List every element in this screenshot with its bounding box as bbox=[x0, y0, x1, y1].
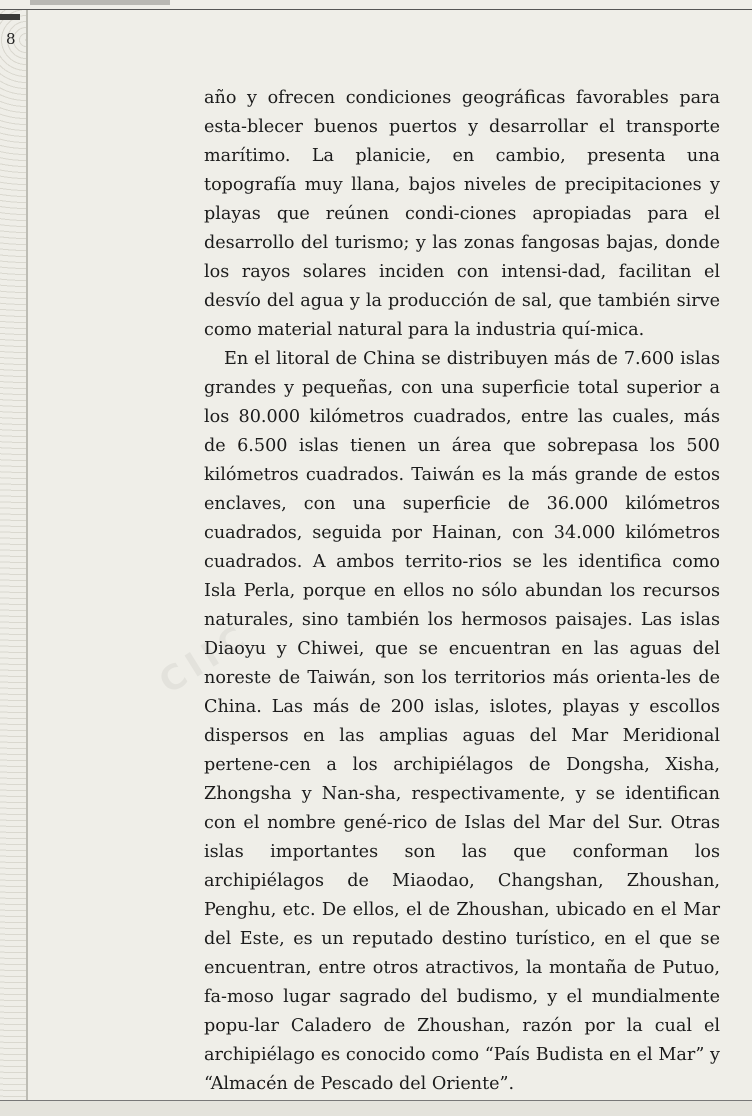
running-header-strip bbox=[30, 0, 170, 5]
page-marker-bar bbox=[0, 14, 20, 20]
watermark-logo: CIIC bbox=[152, 615, 258, 703]
page-number: 8 bbox=[6, 30, 16, 48]
body-text bbox=[204, 84, 720, 1099]
bottom-band bbox=[0, 1101, 752, 1116]
paragraph-2: En el litoral de China se distribuyen más de 7.600 islas grandes y pequeñas, con una superficie total superior a los 80.000 kilómetros cuadrados, entre las cuales, más de 6.500 islas tienen un área que sobrepasa los 500 kilómetros cuadrados. Taiwán es la más grande de estos enclaves, con una superficie de 36.000 kilómetros cuadrados, seguida por Hainan, con 34.000 kilómetros cuadrados. A ambos territo-rios se les identifica como Isla Perla, porque en ellos no sólo abundan los recursos naturales, sino también los hermosos paisajes. Las islas Diaoyu y Chiwei, que se encuentran en las aguas del noreste de Taiwán, son los territorios más orienta-les de China. Las más de 200 islas, islotes, playas y escollos dispersos en las amplias aguas del Mar Meridional pertene-cen a los archipiélagos de Dongsha, Xisha, Zhongsha y Nan-sha, respectivamente, y se identifican con el nombre gené-rico de Islas del Mar del Sur. Otras islas importantes son las que conforman los archipiélagos de Miaodao, Changshan, Zhoushan, Penghu, etc. De ellos, el de Zhoushan, ubicado en el Mar del Este, es un reputado destino turístico, en el que se encuentran, entre otros atractivos, la montaña de Putuo, fa-moso lugar sagrado del budismo, y el mundialmente popu-lar Caladero de Zhoushan, razón por la cual el archipiélago es conocido como “País Budista en el Mar” y “Almacén de Pescado del Oriente”. bbox=[204, 349, 720, 1094]
decorative-margin-band bbox=[0, 10, 26, 1106]
paragraph-1: año y ofrecen condiciones geográficas favorables para esta-blecer buenos puertos y desarrollar el transporte marítimo. La planicie, en cambio, presenta una topografía muy llana, bajos niveles de precipitaciones y playas que reúnen condi-ciones apropiadas para el desarrollo del turismo; y las zonas fangosas bajas, donde los rayos solares inciden con intensi-dad, facilitan el desvío del agua y la producción de sal, que también sirve como material natural para la industria quí-mica. bbox=[204, 88, 720, 340]
margin-band-edge bbox=[26, 10, 28, 1106]
